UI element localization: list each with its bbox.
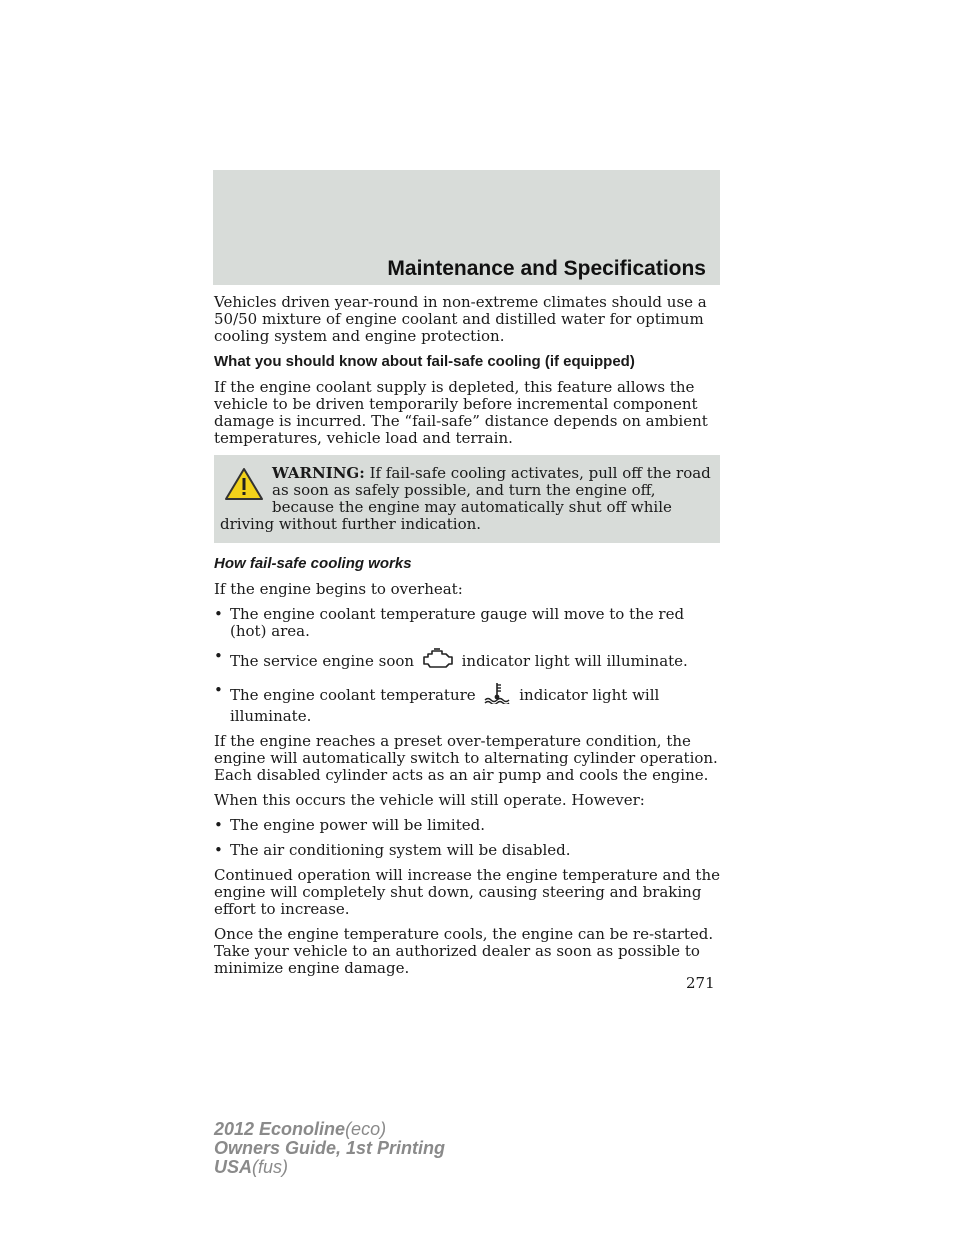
list-item: • The engine coolant temperature indicator light will illuminate.	[214, 681, 660, 725]
over-temperature-paragraph: If the engine reaches a preset over-temperature condition, the engine will automatically switch to alternating cylinder operation. Each disabled cylinder acts as an air pump and cools the engine.	[214, 732, 718, 784]
bullet-text: The engine power will be limited.	[230, 816, 485, 834]
footer-imprint	[214, 1120, 445, 1177]
fail-safe-heading: What you should know about fail-safe cooling (if equipped)	[214, 353, 635, 370]
bullet-text: The engine coolant temperature	[230, 686, 476, 704]
footer-edition: Owners Guide, 1st Printing	[214, 1138, 446, 1158]
footer-market-code: (fus)	[252, 1157, 289, 1177]
list-item: • The air conditioning system will be disabled.	[214, 841, 571, 859]
footer-model-code: (eco)	[345, 1119, 387, 1139]
coolant-temperature-icon	[482, 682, 512, 708]
bullet-text: The air conditioning system will be disabled.	[230, 841, 571, 859]
check-engine-icon	[421, 648, 455, 674]
list-item: • The service engine soon indicator light will illuminate.	[214, 648, 720, 674]
overheat-paragraph: If the engine begins to overheat:	[214, 580, 463, 598]
section-title: Maintenance and Specifications	[387, 257, 706, 280]
warning-text: If fail-safe cooling activates, pull off the road as soon as safely possible, and turn the engine off, because the engine may automatically shut off while driving without further indication.	[220, 464, 711, 533]
footer-market: USA	[214, 1157, 253, 1177]
warning-box	[214, 455, 720, 543]
intro-paragraph: Vehicles driven year-round in non-extreme climates should use a 50/50 mixture of engine coolant and distilled water for optimum cooling system and engine protection.	[214, 293, 707, 345]
operation-paragraph: When this occurs the vehicle will still operate. However:	[214, 791, 645, 809]
warning-label: WARNING:	[272, 464, 365, 482]
footer-model: 2012 Econoline	[214, 1119, 346, 1139]
list-item: • The engine coolant temperature gauge will move to the red (hot) area.	[214, 606, 720, 640]
how-it-works-heading: How fail-safe cooling works	[214, 555, 412, 572]
page-number: 271	[686, 974, 715, 992]
bullet-text: The engine coolant temperature gauge will move to the red (hot) area.	[230, 605, 685, 640]
fail-safe-paragraph: If the engine coolant supply is depleted, this feature allows the vehicle to be driven temporarily before incremental component damage is incurred. The “fail-safe” distance depends on ambient temperatures, vehicle load and terrain.	[214, 378, 708, 447]
page-content	[214, 294, 720, 985]
section-header-band	[213, 170, 720, 285]
warning-triangle-icon	[224, 467, 264, 501]
bullet-text: The service engine soon	[230, 652, 415, 670]
bullet-text: indicator light will illuminate.	[230, 686, 660, 725]
bullet-text: indicator light will illuminate.	[461, 652, 688, 670]
restart-paragraph: Once the engine temperature cools, the engine can be re-started. Take your vehicle to an authorized dealer as soon as possible to minimize engine damage.	[214, 925, 714, 977]
shutdown-paragraph: Continued operation will increase the engine temperature and the engine will completely shut down, causing steering and braking effort to increase.	[214, 866, 721, 918]
list-item: • The engine power will be limited.	[214, 816, 485, 834]
